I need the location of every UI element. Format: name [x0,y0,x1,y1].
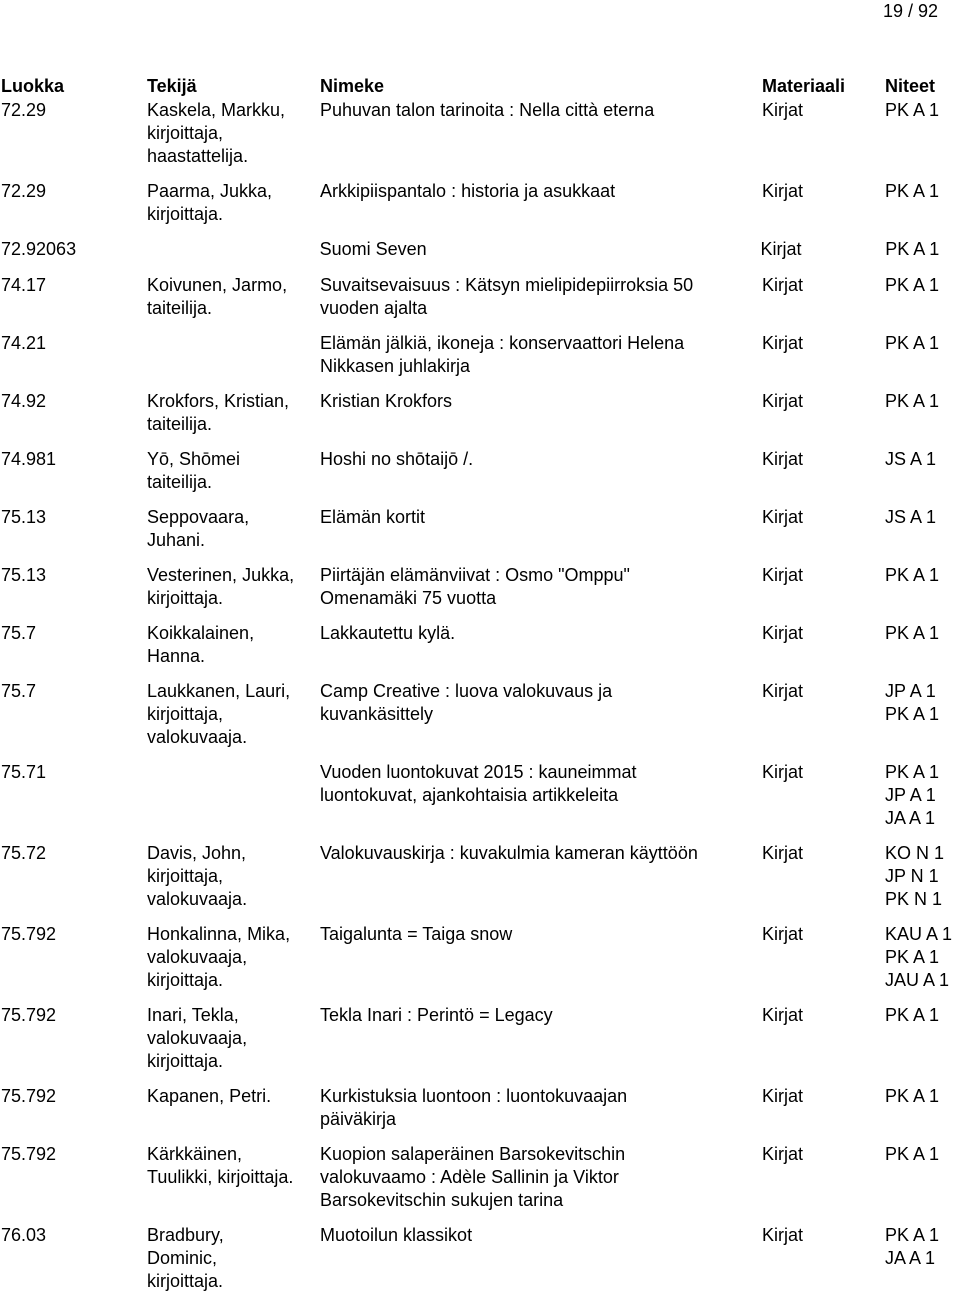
cell-luokka: 75.71 [1,762,47,782]
author-line: kirjoittaja. [147,970,224,990]
author-line: Kaskela, Markku, [147,100,286,120]
author-line: kirjoittaja. [147,204,224,224]
header-luokka: Luokka [1,76,65,96]
cell-tekija [147,1224,320,1293]
cell-luokka: 74.92 [1,391,47,411]
author-line: kirjoittaja. [147,1051,224,1071]
author-line: kirjoittaja, [147,704,224,724]
author-line: Koivunen, Jarmo, [147,275,288,295]
holding-line: JA A 1 [885,1248,936,1268]
cell-niteet [885,842,960,911]
title-line: Valokuvauskirja : kuvakulmia kameran käyttöön [320,843,698,863]
title-line: Tekla Inari : Perintö = Legacy [320,1005,553,1025]
cell-materiaali: Kirjat [762,843,804,863]
cell-niteet [885,680,960,726]
cell-niteet [885,180,960,203]
cell-nimeke [320,1085,762,1131]
table-row [0,99,960,168]
cell-tekija [147,1085,320,1108]
table-row [0,1085,960,1131]
holding-line: JA A 1 [885,808,936,828]
holding-line: JS A 1 [885,449,937,469]
table-row [0,622,960,668]
title-line: Suomi Seven [319,239,427,259]
author-line: haastattelija. [147,146,249,166]
cell-luokka: 75.792 [1,1005,57,1025]
table-row [0,680,960,749]
cell-niteet [885,1085,960,1108]
cell-luokka: 74.981 [1,449,57,469]
cell-luokka: 75.7 [1,681,37,701]
author-line: Inari, Tekla, [147,1005,239,1025]
table-row [0,1224,960,1293]
table-row [0,274,960,320]
cell-luokka: 76.03 [1,1225,47,1245]
cell-niteet [885,332,960,355]
title-line: päiväkirja [320,1109,397,1129]
cell-materiaali: Kirjat [762,565,804,585]
cell-materiaali: Kirjat [762,449,804,469]
cell-nimeke [320,99,762,122]
table-row [0,761,960,830]
cell-materiaali: Kirjat [762,507,804,527]
cell-luokka: 75.13 [1,507,47,527]
author-line: Kapanen, Petri. [147,1086,272,1106]
header-tekija: Tekijä [147,76,197,96]
cell-niteet [885,238,960,261]
cell-materiaali: Kirjat [760,239,802,259]
cell-materiaali: Kirjat [762,275,804,295]
cell-niteet [885,1143,960,1166]
holding-line: KAU A 1 [885,924,953,944]
title-line: kuvankäsittely [320,704,434,724]
author-line: Hanna. [147,646,206,666]
table-row [0,1143,960,1212]
holding-line: PK A 1 [885,100,940,120]
title-line: Camp Creative : luova valokuvaus ja [320,681,613,701]
title-line: Vuoden luontokuvat 2015 : kauneimmat [320,762,637,782]
holding-line: PK A 1 [885,239,940,259]
author-line: kirjoittaja, [147,123,224,143]
table-row [0,238,960,261]
title-line: Omenamäki 75 vuotta [320,588,497,608]
author-line: taiteilija. [147,472,213,492]
author-line: Paarma, Jukka, [147,181,273,201]
title-line: Kurkistuksia luontoon : luontokuvaajan [320,1086,628,1106]
holding-line: JAU A 1 [885,970,950,990]
author-line: Krokfors, Kristian, [147,391,290,411]
cell-nimeke [320,390,762,413]
author-line: Yō, Shōmei [147,449,241,469]
author-line: kirjoittaja, [147,866,224,886]
author-line: Vesterinen, Jukka, [147,565,295,585]
cell-luokka: 75.72 [1,843,47,863]
table-row [0,923,960,992]
table-row [0,842,960,911]
title-line: Taigalunta = Taiga snow [320,924,513,944]
table-header [0,75,960,99]
holding-line: PK A 1 [885,762,940,782]
cell-materiaali: Kirjat [762,1225,804,1245]
cell-niteet [885,564,960,587]
cell-materiaali: Kirjat [762,623,804,643]
holding-line: PK A 1 [885,1005,940,1025]
cell-nimeke [320,274,762,320]
cell-tekija [147,1143,320,1189]
cell-niteet [885,390,960,413]
author-line: Tuulikki, kirjoittaja. [147,1167,294,1187]
holding-line: PK A 1 [885,1086,940,1106]
title-line: Puhuvan talon tarinoita : Nella città eterna [320,100,655,120]
cell-tekija [147,99,320,168]
cell-luokka: 74.21 [1,333,47,353]
holding-line: PK A 1 [885,1225,940,1245]
holding-line: PK A 1 [885,947,940,967]
cell-luokka: 72.92063 [1,239,77,259]
cell-tekija [147,448,320,494]
author-line: Bradbury, [147,1225,224,1245]
cell-niteet [885,448,960,471]
header-materiaali: Materiaali [762,76,846,96]
cell-nimeke [147,238,761,261]
cell-niteet [885,274,960,297]
cell-materiaali: Kirjat [762,762,804,782]
cell-luokka: 74.17 [1,275,47,295]
cell-tekija [147,390,320,436]
author-line: valokuvaaja, [147,1028,248,1048]
cell-luokka: 75.792 [1,1144,57,1164]
cell-materiaali: Kirjat [762,1086,804,1106]
title-line: Lakkautettu kylä. [320,623,456,643]
cell-luokka: 75.792 [1,924,57,944]
cell-materiaali: Kirjat [762,100,804,120]
author-line: kirjoittaja. [147,588,224,608]
title-line: Elämän kortit [320,507,426,527]
holding-line: PK A 1 [885,181,940,201]
author-line: valokuvaaja, [147,947,248,967]
author-line: Seppovaara, [147,507,250,527]
cell-tekija [147,564,320,610]
cell-tekija [147,842,320,911]
holding-line: KO N 1 [885,843,945,863]
cell-niteet [885,622,960,645]
cell-nimeke [320,923,762,946]
holding-line: PK A 1 [885,275,940,295]
title-line: Nikkasen juhlakirja [320,356,471,376]
cell-tekija [147,1004,320,1073]
cell-nimeke [320,1004,762,1027]
holding-line: JS A 1 [885,507,937,527]
author-line: Laukkanen, Lauri, [147,681,291,701]
title-line: vuoden ajalta [320,298,428,318]
table-row [0,390,960,436]
author-line: taiteilija. [147,298,213,318]
cell-materiaali: Kirjat [762,181,804,201]
cell-nimeke [320,180,762,203]
cell-materiaali: Kirjat [762,1005,804,1025]
author-line: Davis, John, [147,843,247,863]
cell-nimeke [147,332,762,378]
title-line: valokuvaamo : Adèle Sallinin ja Viktor [320,1167,619,1187]
cell-niteet [885,1224,960,1270]
cell-niteet [885,506,960,529]
author-line: kirjoittaja. [147,1271,224,1291]
holding-line: PK N 1 [885,889,943,909]
cell-nimeke [320,1224,762,1247]
author-line: Kärkkäinen, [147,1144,243,1164]
title-line: Hoshi no shōtaijō /. [320,449,474,469]
cell-nimeke [320,506,762,529]
cell-materiaali: Kirjat [762,1144,804,1164]
table-row [0,448,960,494]
holding-line: PK A 1 [885,623,940,643]
author-line: Koikkalainen, [147,623,255,643]
holding-line: PK A 1 [885,333,940,353]
holding-line: JP N 1 [885,866,939,886]
cell-niteet [885,923,960,992]
cell-luokka: 75.13 [1,565,47,585]
cell-materiaali: Kirjat [762,333,804,353]
cell-nimeke [320,680,762,726]
cell-nimeke [320,842,762,865]
author-line: taiteilija. [147,414,213,434]
cell-luokka: 75.792 [1,1086,57,1106]
table-row [0,332,960,378]
title-line: luontokuvat, ajankohtaisia artikkeleita [320,785,619,805]
cell-nimeke [320,448,762,471]
cell-nimeke [320,564,762,610]
holding-line: JP A 1 [885,681,936,701]
header-nimeke: Nimeke [320,76,385,96]
holding-line: PK A 1 [885,391,940,411]
title-line: Barsokevitschin sukujen tarina [320,1190,564,1210]
title-line: Muotoilun klassikot [320,1225,473,1245]
cell-luokka: 75.7 [1,623,37,643]
cell-luokka: 72.29 [1,100,47,120]
title-line: Suvaitsevaisuus : Kätsyn mielipidepiirroksia 50 [320,275,694,295]
catalog-table [0,75,960,1305]
holding-line: PK A 1 [885,565,940,585]
table-row [0,564,960,610]
author-line: Dominic, [147,1248,218,1268]
cell-nimeke [147,761,762,807]
author-line: valokuvaaja. [147,727,248,747]
cell-tekija [147,622,320,668]
cell-nimeke [320,1143,762,1212]
cell-tekija [147,506,320,552]
cell-nimeke [320,622,762,645]
cell-materiaali: Kirjat [762,391,804,411]
title-line: Arkkipiispantalo : historia ja asukkaat [320,181,616,201]
cell-materiaali: Kirjat [762,681,804,701]
author-line: Honkalinna, Mika, [147,924,291,944]
cell-tekija [147,923,320,992]
table-row [0,180,960,226]
table-body [0,99,960,1293]
cell-luokka: 72.29 [1,181,47,201]
title-line: Elämän jälkiä, ikoneja : konservaattori Helena [320,333,685,353]
holding-line: PK A 1 [885,704,940,724]
page-number: 19 / 92 [882,1,938,21]
title-line: Kuopion salaperäinen Barsokevitschin [320,1144,626,1164]
cell-niteet [885,1004,960,1027]
holding-line: PK A 1 [885,1144,940,1164]
header-niteet: Niteet [885,76,936,96]
cell-tekija [147,680,320,749]
table-row [0,506,960,552]
title-line: Kristian Krokfors [320,391,453,411]
cell-niteet [885,99,960,122]
table-row [0,1004,960,1073]
title-line: Piirtäjän elämänviivat : Osmo "Omppu" [320,565,630,585]
author-line: valokuvaaja. [147,889,248,909]
cell-niteet [885,761,960,830]
cell-tekija [147,180,320,226]
cell-tekija [147,274,320,320]
author-line: Juhani. [147,530,206,550]
holding-line: JP A 1 [885,785,936,805]
cell-materiaali: Kirjat [762,924,804,944]
